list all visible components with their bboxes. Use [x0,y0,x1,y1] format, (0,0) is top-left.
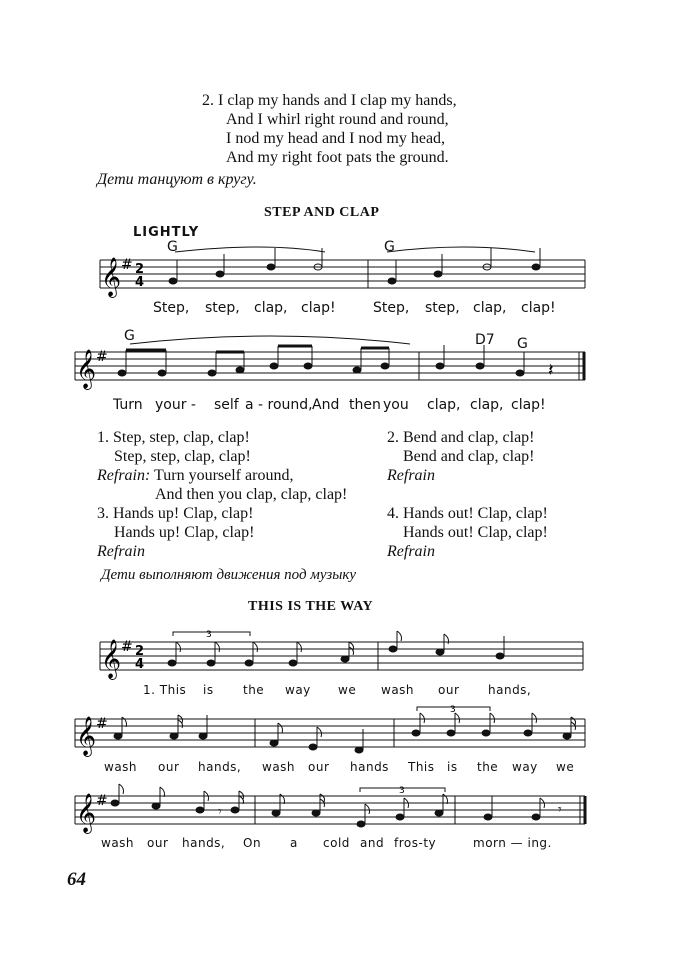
song-title-step-and-clap: STEP AND CLAP [264,205,380,220]
lyrics-step-and-clap-2 [0,397,682,417]
lyric-syllable: then [349,397,381,413]
svg-text:4: 4 [135,275,145,290]
lyrics-step-and-clap-1 [0,300,682,320]
lyric-syllable: clap! [521,300,556,316]
refrain-label: Refrain: [97,467,151,484]
treble-clef-icon: 𝄞 [76,349,97,389]
treble-clef-icon: 𝄞 [101,639,122,679]
verse-line: 3. Hands up! Clap, clap! [97,505,254,522]
lyric-syllable: clap, [427,397,461,413]
lyric-syllable: clap! [511,397,546,413]
svg-text:2: 2 [135,262,145,277]
treble-clef-icon: 𝄞 [101,257,122,297]
lyric-syllable: Turn [113,397,143,413]
lyric-syllable: our [147,836,169,850]
staff-this-is-the-way-2 [70,705,590,765]
lyric-syllable: and [360,836,385,850]
svg-text:𝄽: 𝄽 [548,360,554,381]
page-number: 64 [67,869,86,890]
refrain-label: Refrain [387,467,435,484]
verse-line: And my right foot pats the ground. [226,149,449,166]
verse-line: And I whirl right round and round, [226,111,449,128]
svg-text:3: 3 [399,786,405,796]
lyric-syllable: wash [381,683,415,697]
svg-text:#: # [96,349,108,365]
svg-text:3: 3 [450,705,456,715]
refrain-line: And then you clap, clap, clap! [155,486,348,503]
verse-line: 2. Bend and clap, clap! [387,429,535,446]
verse-line: I nod my head and I nod my head, [226,130,446,147]
svg-text:4: 4 [135,657,145,672]
lyric-syllable: clap! [301,300,336,316]
verses-right-column [387,428,607,561]
refrain-line [97,466,377,485]
lyric-syllable: And [312,397,340,413]
lyric-syllable: is [203,683,214,697]
lyric-syllable: is [447,760,458,774]
svg-text:#: # [121,257,133,273]
tempo-marking: LIGHTLY [133,225,200,240]
lyric-syllable: wash [262,760,296,774]
lyric-syllable: a - round, [245,397,313,413]
chord-symbol: G [124,328,135,344]
lyric-syllable: This [408,760,435,774]
lyric-syllable: clap, [470,397,504,413]
staff-this-is-the-way-1 [95,628,595,688]
lyric-syllable: we [338,683,357,697]
verse-line: Hands out! Clap, clap! [403,524,548,541]
lyric-syllable: the [243,683,265,697]
lyric-syllable: our [308,760,330,774]
lyric-syllable: On [243,836,262,850]
lyrics-this-is-the-way-1 [0,683,682,701]
lyric-syllable: wash [101,836,135,850]
russian-note-2: Дети выполняют движения под музыку [101,567,357,583]
refrain-label: Refrain [97,543,145,560]
lyric-syllable: morn — ing. [473,836,552,850]
lyric-syllable: we [556,760,575,774]
lyric-syllable: way [285,683,311,697]
lyric-syllable: 1. This [143,683,187,697]
lyric-syllable: a [290,836,298,850]
chord-symbol: G [517,336,528,352]
lyric-syllable: fros-ty [394,836,437,850]
lyric-syllable: step, [205,300,240,316]
chord-symbol: D7 [475,332,495,348]
verse-line: 2. I clap my hands and I clap my hands, [202,92,457,109]
svg-text:3: 3 [206,630,212,640]
lyric-syllable: Step, [153,300,190,316]
verse-line: 4. Hands out! Clap, clap! [387,505,548,522]
svg-text:𝄾: 𝄾 [558,802,562,818]
lyric-syllable: our [438,683,460,697]
lyric-syllable: way [512,760,538,774]
lyric-syllable: our [158,760,180,774]
russian-note-1: Дети танцуют в кругу. [97,171,257,188]
refrain-text: Turn yourself around, [150,467,294,484]
lyric-syllable: cold [323,836,350,850]
song-title-this-is-the-way: THIS IS THE WAY [248,599,374,614]
verse-line: Hands up! Clap, clap! [114,524,255,541]
lyric-syllable: hands, [488,683,532,697]
lyric-syllable: hands, [198,760,242,774]
chord-symbol: G [384,239,395,255]
svg-text:#: # [96,716,108,732]
lyric-syllable: the [477,760,499,774]
verse-line: Bend and clap, clap! [403,448,535,465]
svg-text:2: 2 [135,644,145,659]
lyrics-this-is-the-way-3 [0,836,682,854]
treble-clef-icon: 𝄞 [76,793,97,833]
lyric-syllable: self [214,397,239,413]
lyric-syllable: wash [104,760,138,774]
svg-text:𝄾: 𝄾 [218,804,222,820]
lyric-syllable: you [383,397,409,413]
lyric-syllable: Step, [373,300,410,316]
verse-line: 1. Step, step, clap, clap! [97,429,250,446]
staff-this-is-the-way-3 [70,782,590,842]
svg-text:#: # [96,793,108,809]
svg-text:#: # [121,639,133,655]
lyric-syllable: hands [350,760,389,774]
lyric-syllable: hands, [182,836,226,850]
refrain-label: Refrain [387,543,435,560]
lyrics-this-is-the-way-2 [0,760,682,778]
lyric-syllable: clap, [473,300,507,316]
chord-symbol: G [167,239,178,255]
treble-clef-icon: 𝄞 [76,716,97,756]
lyric-syllable: clap, [254,300,288,316]
lyric-syllable: step, [425,300,460,316]
verses-left-column [97,428,377,561]
staff-step-and-clap-2 [70,330,590,400]
verse-2 [202,91,522,167]
verse-line: Step, step, clap, clap! [114,448,251,465]
lyric-syllable: your - [155,397,196,413]
